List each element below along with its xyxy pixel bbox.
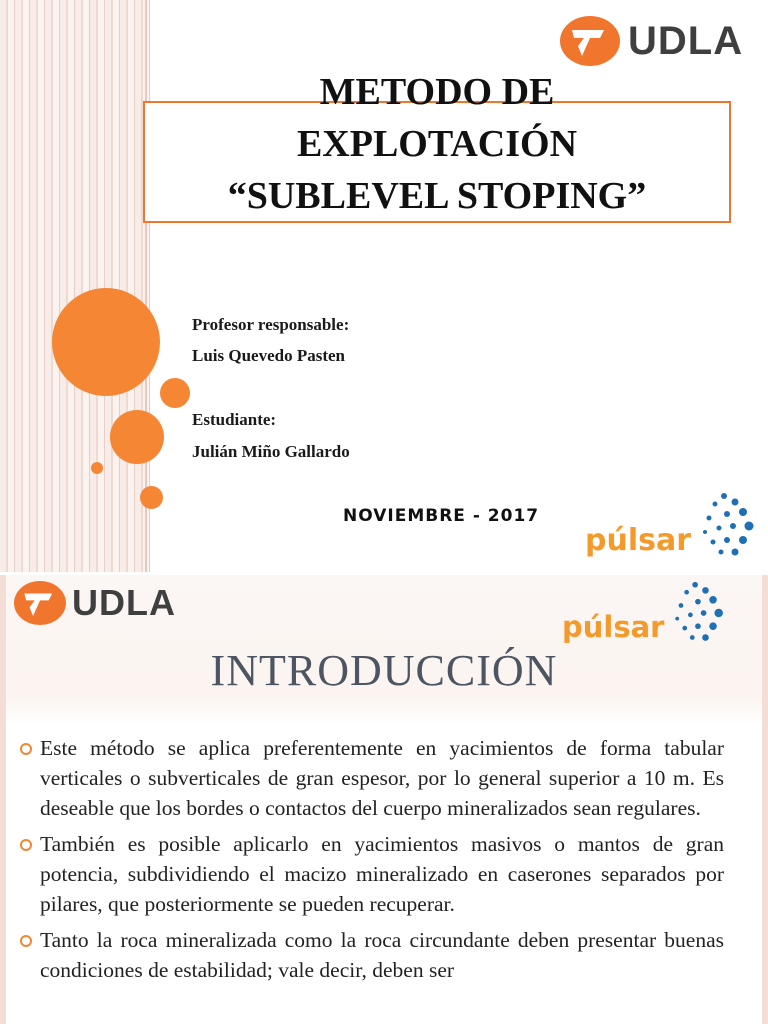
udla-logo-text: UDLA xyxy=(628,18,744,63)
decorative-stripes xyxy=(0,0,150,572)
udla-logo xyxy=(14,581,176,625)
title-line: “SUBLEVEL STOPING” xyxy=(227,175,647,217)
professor-name: Luis Quevedo Pasten xyxy=(192,346,346,365)
bullet-item xyxy=(18,829,724,919)
slide-title xyxy=(143,66,731,222)
bullet-circle-icon xyxy=(20,839,32,851)
bullet-list xyxy=(18,733,724,991)
decorative-circle xyxy=(110,410,164,464)
bullet-circle-icon xyxy=(20,935,32,947)
decorative-stripe xyxy=(762,575,768,1024)
bullet-text: Tanto la roca mineralizada como la roca circundante deben presentar buenas condiciones de estabilidad; vale decir, deben ser xyxy=(40,928,724,982)
professor-label: Profesor responsable: xyxy=(192,315,350,334)
bullet-text: Este método se aplica preferentemente en yacimientos de forma tabular verticales o subverticales de gran espesor, por lo general superior a 10 m. Es deseable que los bordes o contactos del cuerpo mineralizados sean regulares. xyxy=(40,736,724,820)
bullet-circle-icon xyxy=(20,743,32,755)
student-name: Julián Miño Gallardo xyxy=(192,442,350,461)
pulsar-dots-icon xyxy=(691,490,761,562)
student-label: Estudiante: xyxy=(192,410,277,429)
udla-logo xyxy=(560,16,743,66)
slide-heading: INTRODUCCIÓN xyxy=(210,646,558,695)
pulsar-logo-text: púlsar xyxy=(585,522,692,558)
pulsar-logo xyxy=(585,490,761,562)
pulsar-logo xyxy=(562,579,730,647)
decorative-stripe xyxy=(0,575,6,1024)
udla-logo-text: UDLA xyxy=(72,582,176,623)
presentation-date: NOVIEMBRE - 2017 xyxy=(343,506,540,526)
pulsar-dots-icon xyxy=(664,579,730,647)
bullet-text: También es posible aplicarlo en yacimientos masivos o mantos de gran potencia, subdividiendo el macizo mineralizado en caserones separados por pilares, que posteriormente se pueden recuperar. xyxy=(40,832,724,916)
title-line: METODO DE xyxy=(319,71,555,113)
udla-logo-mark-icon xyxy=(560,16,620,66)
decorative-circle xyxy=(160,378,190,408)
pulsar-logo-text: púlsar xyxy=(562,610,665,644)
bullet-item xyxy=(18,925,724,985)
introduction-slide xyxy=(0,575,768,1024)
decorative-circle xyxy=(91,462,103,474)
bullet-item xyxy=(18,733,724,823)
decorative-circle xyxy=(140,486,163,509)
decorative-circle xyxy=(52,288,160,396)
udla-logo-mark-icon xyxy=(14,581,66,625)
title-line: EXPLOTACIÓN xyxy=(296,123,578,165)
